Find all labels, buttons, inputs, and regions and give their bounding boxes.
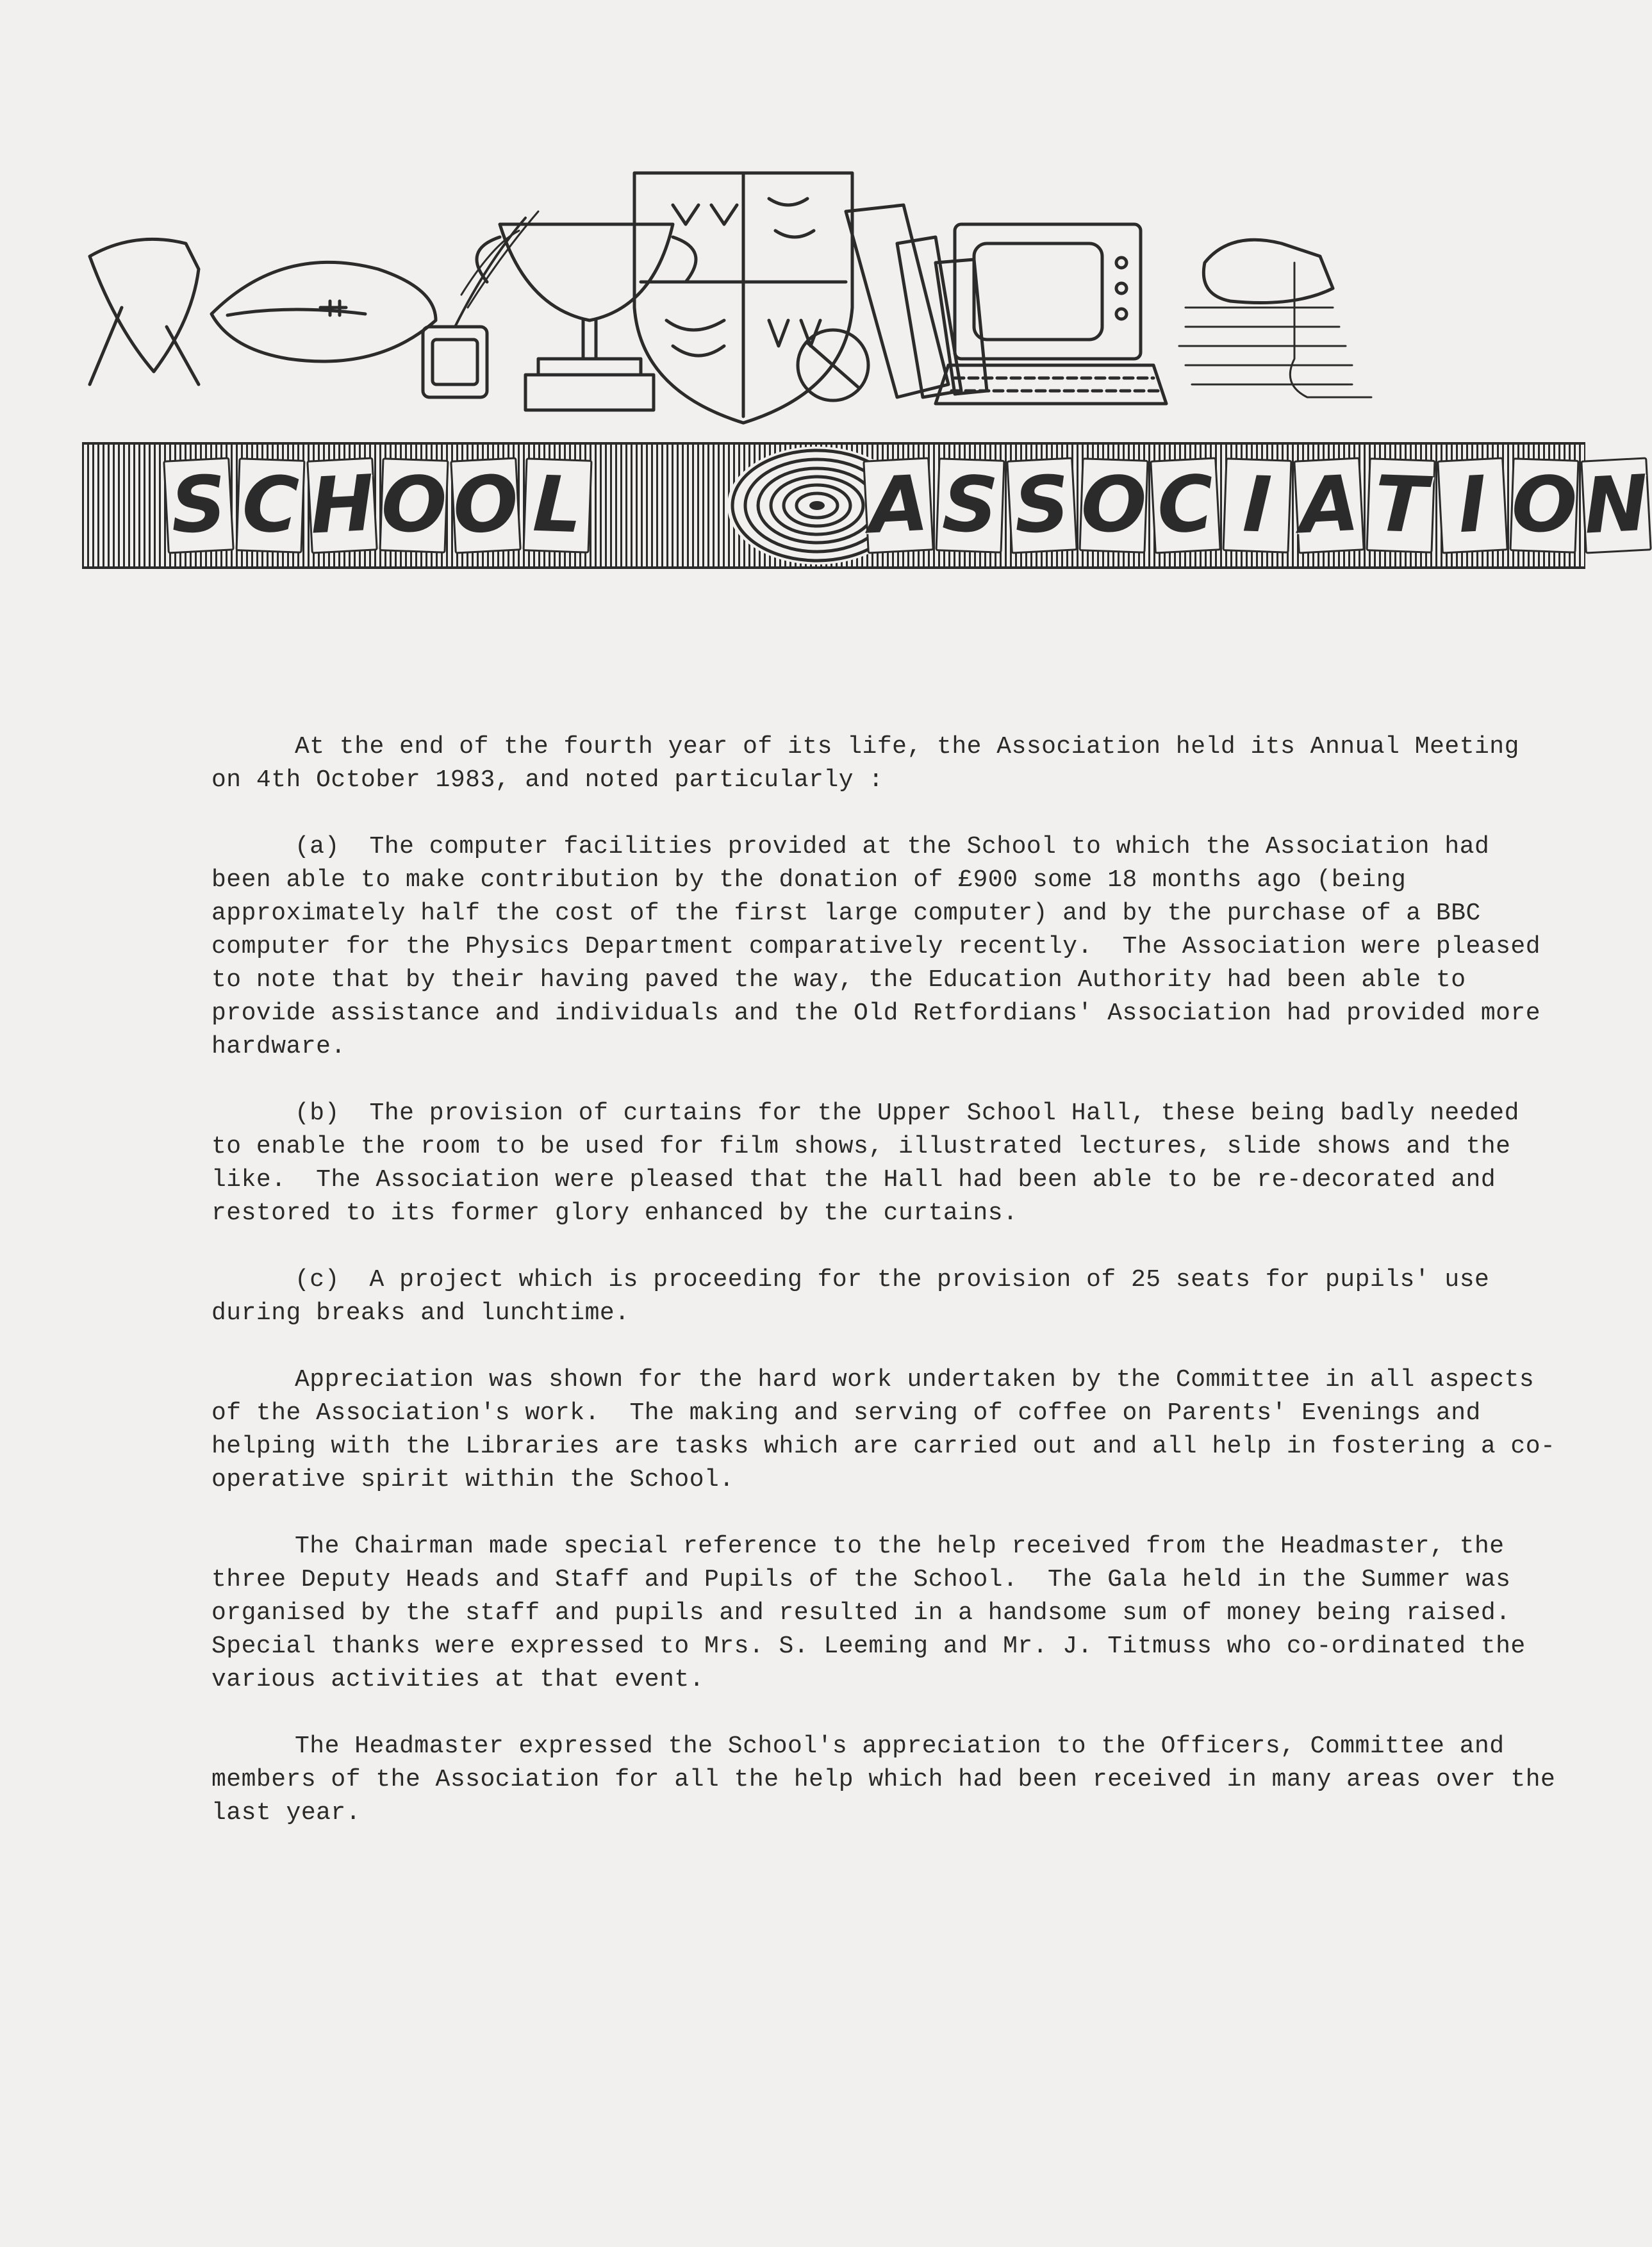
minutes-body	[211, 730, 1571, 1863]
title-association-letter-4: O	[1078, 457, 1148, 554]
title-school-letter-6: L	[522, 457, 592, 554]
title-association-letter-6: I	[1222, 457, 1292, 554]
title-banner	[82, 442, 1651, 569]
title-word-association	[865, 459, 1649, 552]
title-association-letter-5: C	[1150, 457, 1221, 554]
masthead-illustrations	[77, 115, 1512, 449]
rugby-ball-icon	[211, 262, 436, 361]
chairman-paragraph: The Chairman made special reference to the help received from the Headmaster, the three Deputy Heads and Staff and Pupils of the School. The Gala held in the Summer was organised by the staff and pupils and resulted in a handsome sum of money being raised. Special thanks were expressed to Mrs. S. Leeming and Mr. J. Titmuss who co-ordinated the various activities at that event.	[211, 1533, 1541, 1693]
ink-pot-icon	[423, 211, 538, 397]
title-association-letter-10: O	[1509, 457, 1579, 554]
trophy-icon	[477, 224, 696, 410]
title-association-letter-9: I	[1437, 457, 1508, 554]
title-association-letter-7: A	[1293, 457, 1364, 554]
title-association-letter-1: A	[863, 457, 934, 554]
headmaster-paragraph: The Headmaster expressed the School's appreciation to the Officers, Committee and members of the Association for all the help which had been received in many areas over the last year.	[211, 1733, 1571, 1827]
item-a-paragraph: (a) The computer facilities provided at the School to which the Association had been able to make contribution by the donation of £900 some 18 months ago (being approximately half the cost of the first large computer) and by the purchase of a BBC computer for the Physics Department comparatively recently. The Association were pleased to note that by their having paved the way, the Education Authority had been able to provide assistance and individuals and the Old Retfordians' Association had provided more hardware.	[211, 833, 1556, 1060]
computer-icon	[936, 224, 1166, 404]
title-school-letter-4: O	[379, 457, 449, 554]
title-school-letter-2: C	[235, 457, 305, 554]
title-association-letter-11: N	[1580, 457, 1651, 554]
appreciation-paragraph: Appreciation was shown for the hard work undertaken by the Committee in all aspects of the Association's work. The making and serving of coffee on Parents' Evenings and helping with the Libraries are tasks which are carried out and all help in fostering a co-operative spirit within the School.	[211, 1366, 1556, 1494]
football-boot-icon	[1179, 240, 1371, 397]
title-association-letter-8: T	[1366, 457, 1435, 554]
item-b-paragraph: (b) The provision of curtains for the Upper School Hall, these being badly needed to enable the room to be used for film shows, illustrated lectures, slide shows and the like. The Association were pleased that the Hall had been able to be re-decorated and restored to its former glory enhanced by the curtains.	[211, 1099, 1535, 1227]
cricket-ball-icon	[798, 330, 868, 400]
school-crest-icon	[634, 173, 852, 423]
title-word-school	[165, 459, 591, 552]
item-c-paragraph: (c) A project which is proceeding for the provision of 25 seats for pupils' use during breaks and lunchtime.	[211, 1266, 1505, 1327]
title-association-letter-3: S	[1006, 457, 1077, 554]
title-school-letter-5: O	[450, 457, 521, 554]
intro-paragraph: At the end of the fourth year of its life, the Association held its Annual Meeting on 4th October 1983, and noted particularly :	[211, 733, 1535, 794]
title-school-letter-3: H	[306, 457, 377, 554]
title-association-letter-2: S	[935, 457, 1005, 554]
title-school-letter-1: S	[163, 457, 234, 554]
shield-icon	[90, 239, 199, 384]
